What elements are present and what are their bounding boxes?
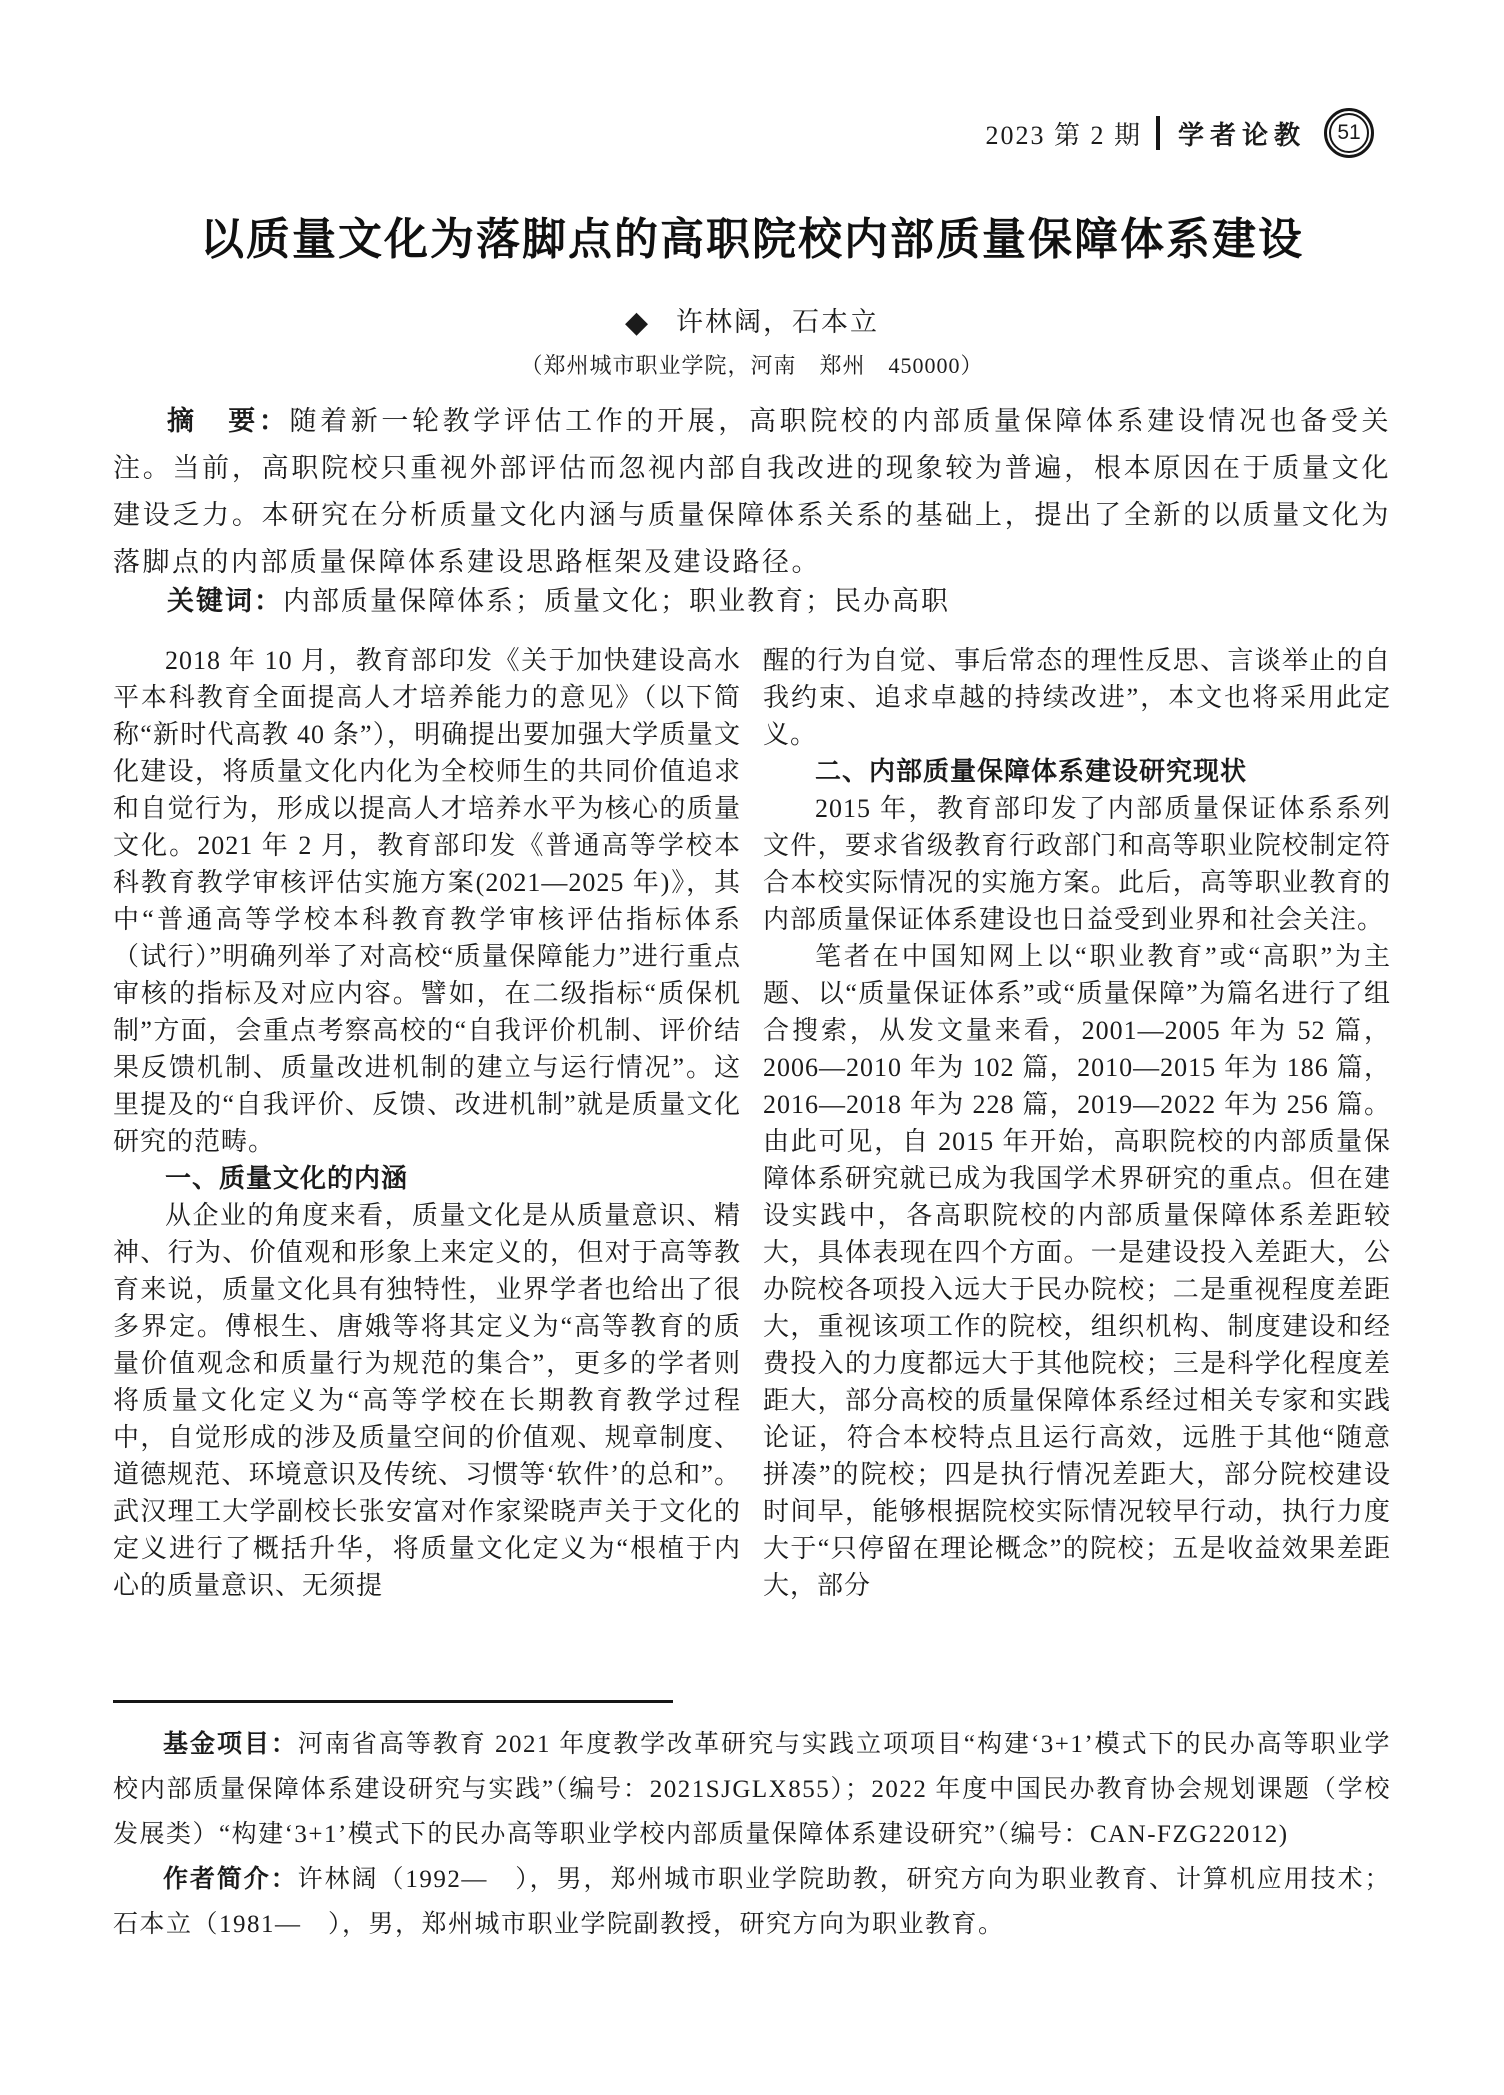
author-bio-text: 许林阔（1992— ），男，郑州城市职业学院助教，研究方向为职业教育、计算机应用技术；石本立（1981— ），男，郑州城市职业学院副教授，研究方向为职业教育。 [113,1866,1391,1938]
body-paragraph-continuation: 醒的行为自觉、事后常态的理性反思、言谈举止的自我约束、追求卓越的持续改进”，本文也将采用此定义。 [763,646,1391,749]
author-bio-label: 作者简介： [163,1865,298,1893]
abstract-label: 摘 要： [167,406,290,436]
section-heading-1: 一、质量文化的内涵 [165,1163,409,1193]
body-paragraph: 2018 年 10 月，教育部印发《关于加快建设高水平本科教育全面提高人才培养能力的意见》（以下简称“新时代高教 40 条”），明确提出要加强大学质量文化建设，将质量文化内化为全校师生的共同价值追求和自觉行为，形成以提高人才培养水平为核心的质量文化。2021 年 2 月，教育部印发《普通高等学校本科教育教学审核评估实施方案(2021—2025 年)》，其中“普通高等学校本科教育教学审核评估指标体系（试行）”明确列举了对高校“质量保障能力”进行重点审核的指标及对应内容。譬如，在二级指标“质保机制”方面，会重点考察高校的“自我评价机制、评价结果反馈机制、质量改进机制的建立与运行情况”。这里提及的“自我评价、反馈、改进机制”就是质量文化研究的范畴。 [113,646,741,1156]
author-names: 许林阔，石本立 [676,307,880,337]
fund-project-note [113,1722,1391,1857]
diamond-icon: ◆ [624,306,651,339]
keywords [113,578,1391,625]
keywords-label: 关键词： [167,586,283,616]
section-heading-2: 二、内部质量保障体系建设研究现状 [815,756,1248,786]
footnote-block [113,1722,1391,1947]
affiliation: （郑州城市职业学院，河南 郑州 450000） [520,353,984,378]
body-paragraph: 2015 年，教育部印发了内部质量保证体系系列文件，要求省级教育行政部门和高等职业院校制定符合本校实际情况的实施方案。此后，高等职业教育的内部质量保证体系建设也日益受到业界和社会关注。 [763,794,1391,934]
keywords-text: 内部质量保障体系；质量文化；职业教育；民办高职 [283,586,950,616]
fund-project-text: 河南省高等教育 2021 年度教学改革研究与实践立项项目“构建‘3+1’模式下的民办高等职业学校内部质量保障体系建设研究与实践”（编号：2021SJGLX855）；2022 年度中国民办教育协会规划课题（学校发展类）“构建‘3+1’模式下的民办高等职业学校内部质量保障体系建设研究”（编号：CAN-FZG22012) [113,1731,1391,1848]
abstract [113,398,1391,586]
fund-project-label: 基金项目： [163,1730,298,1758]
running-head [985,108,1374,158]
article-title: 以质量文化为落脚点的高职院校内部质量保障体系建设 [200,215,1304,264]
footnote-separator-rule [113,1700,673,1703]
body-column-left [113,642,741,1692]
page-number: 51 [1329,113,1369,153]
author-line [0,300,1504,339]
column-section-name: 学者论教 [1177,119,1306,150]
abstract-text: 随着新一轮教学评估工作的开展，高职院校的内部质量保障体系建设情况也备受关注。当前，高职院校只重视外部评估而忽视内部自我改进的现象较为普遍，根本原因在于质量文化建设乏力。本研究在分析质量文化内涵与质量保障体系关系的基础上，提出了全新的以质量文化为落脚点的内部质量保障体系建设思路框架及建设路径。 [113,406,1392,577]
header-divider [1156,116,1160,150]
page-number-badge [1324,108,1374,158]
author-bio-note [113,1857,1391,1947]
body-paragraph: 从企业的角度来看，质量文化是从质量意识、精神、行为、价值观和形象上来定义的，但对于高等教育来说，质量文化具有独特性，业界学者也给出了很多界定。傅根生、唐娥等将其定义为“高等教育的质量价值观念和质量行为规范的集合”，更多的学者则将质量文化定义为“高等学校在长期教育教学过程中，自觉形成的涉及质量空间的价值观、规章制度、道德规范、环境意识及传统、习惯等‘软件’的总和”。武汉理工大学副校长张安富对作家梁晓声关于文化的定义进行了概括升华，将质量文化定义为“根植于内心的质量意识、无须提 [113,1201,741,1600]
body-paragraph: 笔者在中国知网上以“职业教育”或“高职”为主题、以“质量保证体系”或“质量保障”为篇名进行了组合搜索，从发文量来看，2001—2005 年为 52 篇，2006—2010 年为 102 篇，2010—2015 年为 186 篇，2016—2018 年为 228 篇，2019—2022 年为 256 篇。由此可见，自 2015 年开始，高职院校的内部质量保障体系研究就已成为我国学术界研究的重点。但在建设实践中，各高职院校的内部质量保障体系差距较大，具体表现在四个方面。一是建设投入差距大，公办院校各项投入远大于民办院校；二是重视程度差距大，重视该项工作的院校，组织机构、制度建设和经费投入的力度都远大于其他院校；三是科学化程度差距大，部分高校的质量保障体系经过相关专家和实践论证，符合本校特点且运行高效，远胜于其他“随意拼凑”的院校；四是执行情况差距大，部分院校建设时间早，能够根据院校实际情况较早行动，执行力度大于“只停留在理论概念”的院校；五是收益效果差距大，部分 [763,942,1391,1600]
body-column-right [763,642,1391,1692]
issue-label: 2023 第 2 期 [985,120,1142,150]
